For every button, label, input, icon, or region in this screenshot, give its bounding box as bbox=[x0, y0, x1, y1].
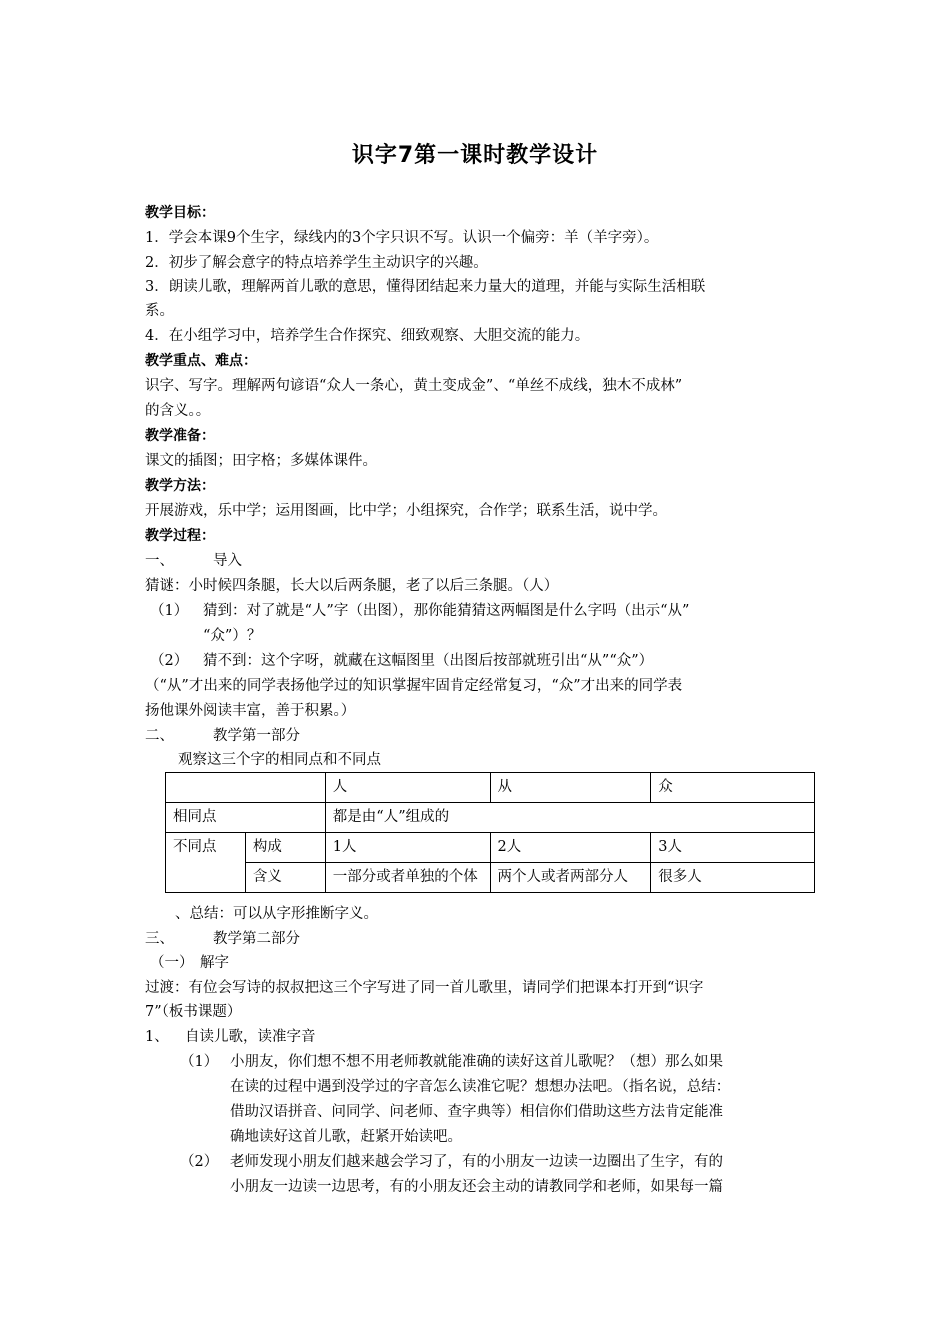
goals-heading: 教学目标： bbox=[145, 205, 215, 221]
table-header: 人 bbox=[325, 773, 490, 803]
table-row-label: 相同点 bbox=[166, 803, 326, 833]
paragraph-line: 确地读好这首儿歌，赶紧开始读吧。 bbox=[230, 1129, 462, 1145]
goal-item: 系。 bbox=[145, 303, 174, 319]
paragraph-line: 小朋友一边读一边思考，有的小朋友还会主动的请教同学和老师，如果每一篇 bbox=[230, 1179, 723, 1195]
method-heading: 教学方法： bbox=[145, 478, 215, 494]
table-cell: 很多人 bbox=[651, 863, 815, 893]
summary-text: 、总结：可以从字形推断字义。 bbox=[175, 906, 378, 922]
item-number: （1） bbox=[150, 603, 189, 619]
table-cell: 两个人或者两部分人 bbox=[490, 863, 651, 893]
paragraph-line: 小朋友，你们想不想不用老师教就能准确的读好这首儿歌呢？（想）那么如果 bbox=[230, 1054, 723, 1070]
note-text: 扬他课外阅读丰富，善于积累。） bbox=[145, 703, 356, 719]
goal-item: 3．朗读儿歌，理解两首儿歌的意思，懂得团结起来力量大的道理，并能与实际生活相联 bbox=[145, 279, 706, 295]
paragraph-line: 借助汉语拼音、问同学、问老师、查字典等）相信你们借助这些方法肯定能准 bbox=[230, 1104, 723, 1120]
item-text: 自读儿歌，读准字音 bbox=[185, 1029, 316, 1045]
table-header: 众 bbox=[651, 773, 815, 803]
keypoints-heading: 教学重点、难点： bbox=[145, 353, 257, 369]
goal-item: 2．初步了解会意字的特点培养学生主动识字的兴趣。 bbox=[145, 255, 488, 271]
item-text: “众”）？ bbox=[203, 628, 262, 644]
item-text: 猜到：对了就是“人”字（出图），那你能猜猜这两幅图是什么字吗（出示“从” bbox=[203, 603, 690, 619]
item-number: （2） bbox=[180, 1154, 219, 1170]
table-header: 从 bbox=[490, 773, 651, 803]
table-cell: 都是由“人”组成的 bbox=[325, 803, 814, 833]
item-number: （一） bbox=[150, 955, 194, 971]
item-text: 猜不到：这个字呀，就藏在这幅图里（出图后按部就班引出“从”“众”） bbox=[203, 653, 654, 669]
table-row-label: 含义 bbox=[245, 863, 325, 893]
page-title: 识字7第一课时教学设计 bbox=[351, 143, 599, 168]
section-number: 二、 bbox=[145, 728, 174, 744]
section-title: 教学第一部分 bbox=[213, 728, 300, 744]
keypoints-text: 识字、写字。理解两句谚语“众人一条心，黄土变成金”、“单丝不成线，独木不成林” bbox=[145, 378, 683, 394]
table-cell: 3人 bbox=[651, 833, 815, 863]
section-number: 三、 bbox=[145, 931, 174, 947]
table-cell: 2人 bbox=[490, 833, 651, 863]
prep-text: 课文的插图；田字格；多媒体课件。 bbox=[145, 453, 377, 469]
section-title: 教学第二部分 bbox=[213, 931, 300, 947]
table-row-label: 构成 bbox=[245, 833, 325, 863]
method-text: 开展游戏，乐中学；运用图画，比中学；小组探究，合作学；联系生活，说中学。 bbox=[145, 503, 667, 519]
section-number: 一、 bbox=[145, 553, 174, 569]
table-cell: 1人 bbox=[325, 833, 490, 863]
prep-heading: 教学准备： bbox=[145, 428, 215, 444]
goal-item: 4．在小组学习中，培养学生合作探究、细致观察、大胆交流的能力。 bbox=[145, 328, 590, 344]
comparison-table bbox=[165, 772, 815, 893]
transition-text: 过渡：有位会写诗的叔叔把这三个字写进了同一首儿歌里，请同学们把课本打开到“识字 bbox=[145, 980, 704, 996]
table-cell-empty bbox=[166, 773, 326, 803]
table-cell: 一部分或者单独的个体 bbox=[325, 863, 490, 893]
observe-text: 观察这三个字的相同点和不同点 bbox=[178, 752, 381, 768]
paragraph-line: 老师发现小朋友们越来越会学习了，有的小朋友一边读一边圈出了生字，有的 bbox=[230, 1154, 723, 1170]
riddle-text: 猜谜：小时候四条腿，长大以后两条腿，老了以后三条腿。（人） bbox=[145, 578, 559, 594]
transition-text: 7”（板书课题） bbox=[145, 1004, 242, 1020]
note-text: （“从”才出来的同学表扬他学过的知识掌握牢固肯定经常复习，“众”才出来的同学表 bbox=[145, 678, 683, 694]
section-title: 导入 bbox=[213, 553, 242, 569]
keypoints-text: 的含义。。 bbox=[145, 403, 211, 419]
item-number: （2） bbox=[150, 653, 189, 669]
goal-item: 1．学会本课9个生字，绿线内的3个字只识不写。认识一个偏旁：羊（羊字旁）。 bbox=[145, 230, 659, 246]
item-text: 解字 bbox=[200, 955, 229, 971]
paragraph-line: 在读的过程中遇到没学过的字音怎么读准它呢？想想办法吧。（指名说，总结： bbox=[230, 1079, 731, 1095]
item-number: （1） bbox=[180, 1054, 219, 1070]
item-number: 1、 bbox=[145, 1029, 169, 1045]
process-heading: 教学过程： bbox=[145, 528, 215, 544]
table-row-label: 不同点 bbox=[166, 833, 246, 893]
